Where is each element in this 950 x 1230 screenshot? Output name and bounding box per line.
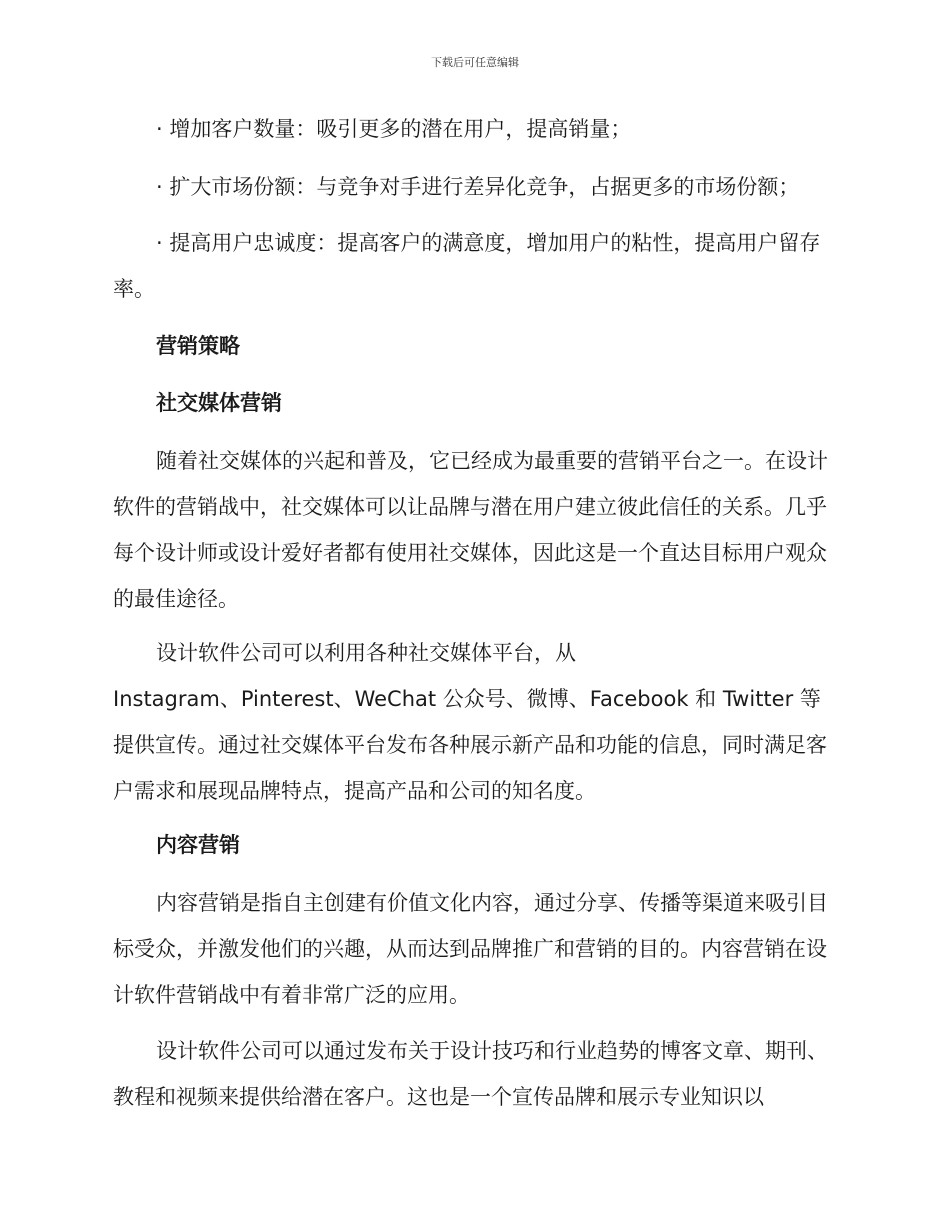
page-header: 下载后可任意编辑: [431, 56, 519, 69]
section-heading: 营销策略: [156, 334, 240, 358]
bullet-item: · 提高用户忠诚度：提高客户的满意度，增加用户的粘性，提高用户留存率。: [113, 231, 821, 301]
bullet-item: · 扩大市场份额：与竞争对手进行差异化竞争，占据更多的市场份额；: [156, 175, 800, 199]
paragraph-line: Instagram、Pinterest、WeChat 公众号、微博、Facebook 和 Twitter 等提供宣传。通过社交媒体平台发布各种展示新产品和功能的信息，同时满足客户需求和展现品牌特点，提高产品和公司的知名度。: [113, 687, 827, 803]
paragraph: 随着社交媒体的兴起和普及，它已经成为最重要的营销平台之一。在设计软件的营销战中，社交媒体可以让品牌与潜在用户建立彼此信任的关系。几乎每个设计师或设计爱好者都有使用社交媒体，因此这是一个直达目标用户观众的最佳途径。: [113, 449, 828, 611]
paragraph-line: 设计软件公司可以利用各种社交媒体平台，从: [156, 641, 576, 665]
paragraph: [113, 630, 833, 814]
subsection-heading: 内容营销: [156, 833, 240, 857]
paragraph: 内容营销是指自主创建有价值文化内容，通过分享、传播等渠道来吸引目标受众，并激发他们的兴趣，从而达到品牌推广和营销的目的。内容营销在设计软件营销战中有着非常广泛的应用。: [113, 891, 828, 1007]
bullet-item: · 增加客户数量：吸引更多的潜在用户，提高销量；: [156, 117, 632, 141]
paragraph: 设计软件公司可以通过发布关于设计技巧和行业趋势的博客文章、期刊、教程和视频来提供给潜在客户。这也是一个宣传品牌和展示专业知识以: [113, 1039, 828, 1109]
subsection-heading: 社交媒体营销: [156, 391, 282, 415]
